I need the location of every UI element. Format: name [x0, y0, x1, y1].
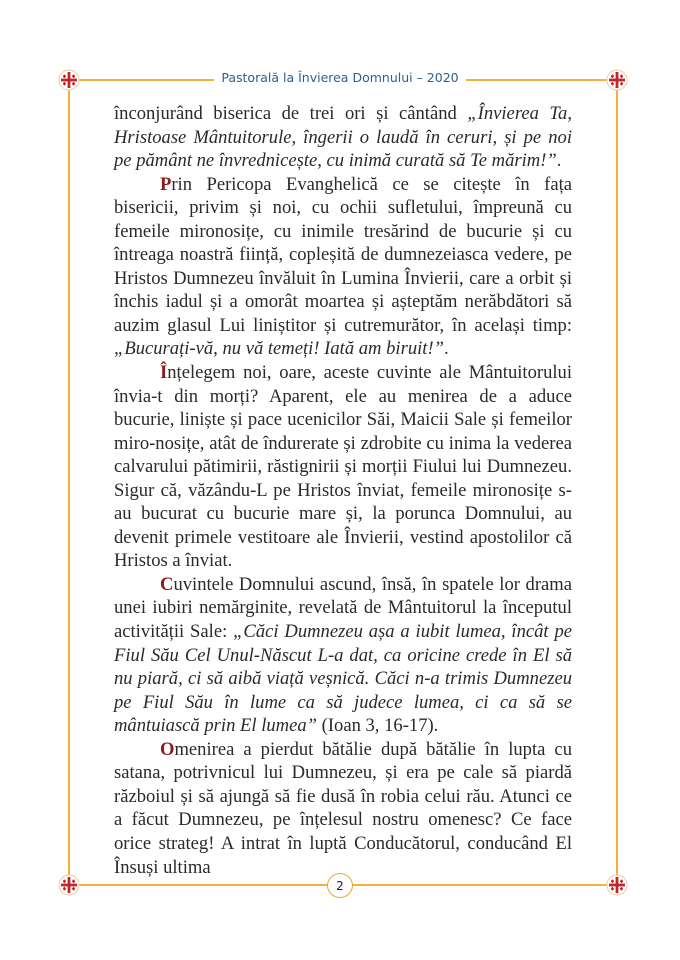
dropcap-letter: C — [160, 573, 174, 595]
quoted-text: „Căci Dumnezeu așa a iubit lumea, încât pe Fiul Său Cel Unul-Născut L-a dat, ca oricine crede în El să nu piară, ci să aibă viață veșnică. Căci n-a trimis Dumnezeu pe Fiul Său în lume ca să judece lumea, ci ca să se mântuiască prin El lumea” — [114, 621, 572, 737]
paragraph — [114, 738, 572, 879]
jerusalem-cross-icon — [58, 874, 80, 896]
running-header-text: Pastorală la Învierea Domnului – 2020 — [214, 70, 465, 85]
text-segment: menirea a pierdut bătălie după bătălie în lupta cu satana, potrivnicul lui Dumnezeu, și era pe cale să piardă războiul și să ajungă să fie dusă în robia celui rău. Atunci ce a făcut Dumnezeu, pe înțelesul nostru omenesc? Ce face orice strateg! A intrat în luptă Conducătorul, conducând El Însuși ultima — [114, 738, 572, 878]
text-segment: rin Pericopa Evanghelică ce se citește în fața bisericii, privim și noi, cu ochii sufletului, împreună cu femeile mironosițe, cu inimile tresărind de bucurie și cu întreaga noastră ființă, copleșită de dumnezeiasca vedere, pe Hristos Dumnezeu învăluit în Lumina Învierii, care a orbit și închis iadul și a omorât moartea și așteptăm nerăbdători să auzim glasul Lui liniștitor și cutremurător, în același timp: — [114, 173, 572, 336]
paragraph — [114, 102, 572, 173]
running-header — [0, 70, 680, 85]
jerusalem-cross-icon — [606, 874, 628, 896]
paragraph — [114, 361, 572, 573]
text-segment: nțelegem noi, oare, aceste cuvinte ale Mântuitorului învia-t din morți? Aparent, ele au menirea de a aduce bucurie, liniște și pace ucenicilor Săi, Maicii Sale și femeilor miro-nosițe, atât de îndurerate și zdrobite cu inima la vederea calvarului pătimirii, răstignirii și morții Fiului lui Dumnezeu. Sigur că, văzându-L pe Hristos înviat, femeile mironosițe s-au bucurat cu bucurie mare și, la porunca Domnului, au devenit primele vestitoare ale Învierii, vestind apostolilor că Hristos a înviat. — [114, 362, 572, 572]
text-segment: . — [444, 338, 449, 360]
text-segment: înconjurând biserica de trei ori și cântând — [114, 103, 468, 124]
text-segment: uvintele Domnului ascund, însă, în spatele lor drama unei iubiri nemărginite, revelată de Mântuitorul la începutul activității Sale: — [114, 573, 572, 643]
paragraph — [114, 573, 572, 738]
dropcap-letter: P — [160, 173, 172, 195]
quoted-text: „Învierea Ta, Hristoase Mântuitorule, îngerii o laudă în ceruri, și pe noi pe pământ ne învrednicește, cu inimă curată să Te mărim!” — [114, 103, 572, 172]
dropcap-letter: O — [160, 738, 175, 760]
paragraph — [114, 173, 572, 361]
text-segment: (Ioan 3, 16-17). — [316, 715, 439, 737]
dropcap-letter: Î — [160, 362, 168, 384]
page-number: 2 — [327, 873, 353, 898]
body-text — [114, 102, 572, 879]
quoted-text: „Bucurați-vă, nu vă temeți! Iată am biruit!” — [114, 338, 444, 360]
left-frame-rule — [68, 80, 70, 885]
right-frame-rule — [616, 80, 618, 885]
text-segment: . — [556, 150, 562, 172]
